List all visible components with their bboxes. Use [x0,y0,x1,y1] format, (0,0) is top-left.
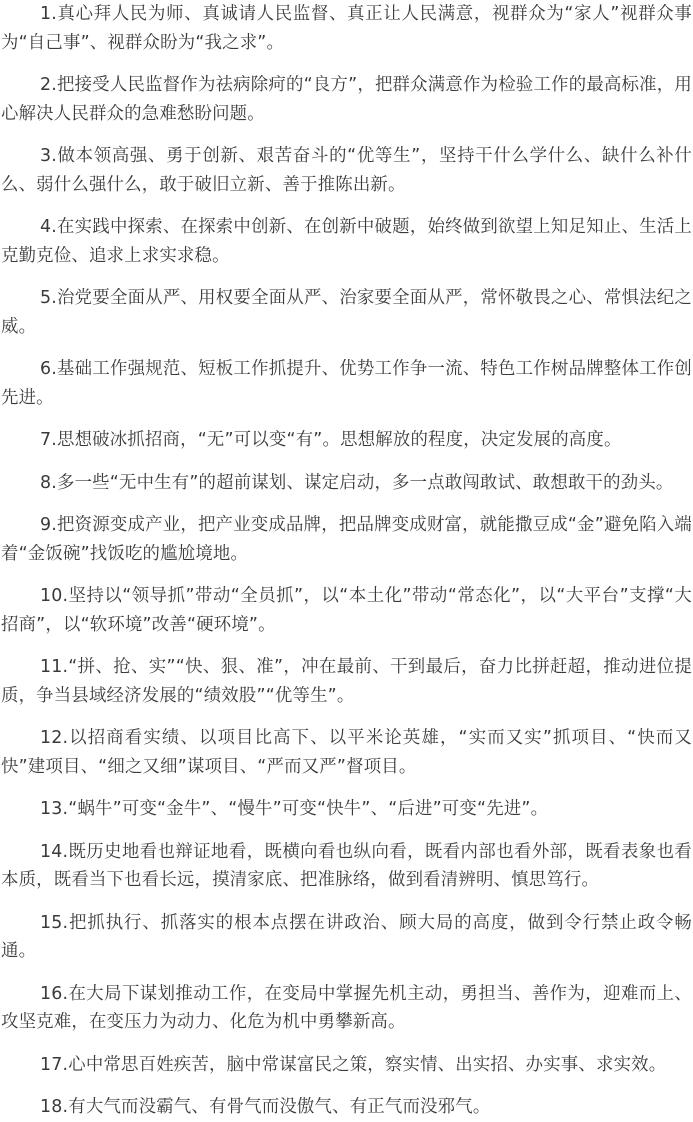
paragraph-2: 2.把接受人民监督作为祛病除疴的“良方”，把群众满意作为检验工作的最高标准，用心解决人民群众的急难愁盼问题。 [1,75,692,124]
paragraph-1: 1.真心拜人民为师、真诚请人民监督、真正让人民满意，视群众为“家人”视群众事为“自己事”、视群众盼为“我之求”。 [1,4,692,53]
paragraph-17: 17.心中常思百姓疾苦，脑中常谋富民之策，察实情、出实招、办实事、求实效。 [40,1054,667,1075]
paragraph-15: 15.把抓执行、抓落实的根本点摆在讲政治、顾大局的高度，做到令行禁止政令畅通。 [1,912,692,961]
paragraph-18: 18.有大气而没霸气、有骨气而没傲气、有正气而没邪气。 [40,1097,491,1117]
paragraph-16: 16.在大局下谋划推动工作，在变局中掌握先机主动，勇担当、善作为，迎难而上、攻坚克难，在变压力为动力、化危为机中勇攀新高。 [1,983,692,1032]
paragraph-10: 10.坚持以“领导抓”带动“全员抓”，以“本土化”带动“常态化”，以“大平台”支撑“大招商”，以“软环境”改善“硬环境”。 [1,586,692,635]
paragraph-13: 13.“蜗牛”可变“金牛”、“慢牛”可变“快牛”、“后进”可变“先进”。 [40,799,549,819]
paragraph-7: 7.思想破冰抓招商，“无”可以变“有”。思想解放的程度，决定发展的高度。 [40,430,622,450]
paragraph-4: 4.在实践中探索、在探索中创新、在创新中破题，始终做到欲望上知足知止、生活上克勤克俭、追求上求实求稳。 [1,217,692,266]
paragraph-11: 11.“拼、抢、实”“快、狠、准”，冲在最前、干到最后，奋力比拼赶超，推动进位提质，争当县域经济发展的“绩效股”“优等生”。 [1,657,692,706]
paragraph-8: 8.多一些“无中生有”的超前谋划、谋定启动，多一点敢闯敢试、敢想敢干的劲头。 [40,472,674,493]
paragraph-12: 12.以招商看实绩、以项目比高下、以平米论英雄，“实而又实”抓项目、“快而又快”建项目、“细之又细”谋项目、“严而又严”督项目。 [1,728,692,777]
paragraph-3: 3.做本领高强、勇于创新、艰苦奋斗的“优等生”，坚持干什么学什么、缺什么补什么、弱什么强什么，敢于破旧立新、善于推陈出新。 [1,146,692,195]
paragraph-5: 5.治党要全面从严、用权要全面从严、治家要全面从严，常怀敬畏之心、常惧法纪之威。 [1,288,692,337]
paragraph-14: 14.既历史地看也辩证地看，既横向看也纵向看，既看内部也看外部，既看表象也看本质，既看当下也看长远，摸清家底、把准脉络，做到看清辨明、慎思笃行。 [1,841,692,890]
paragraph-9: 9.把资源变成产业，把产业变成品牌，把品牌变成财富，就能撒豆成“金”避免陷入端着“金饭碗”找饭吃的尴尬境地。 [1,515,692,564]
paragraph-6: 6.基础工作强规范、短板工作抓提升、优势工作争一流、特色工作树品牌整体工作创先进。 [1,359,692,408]
